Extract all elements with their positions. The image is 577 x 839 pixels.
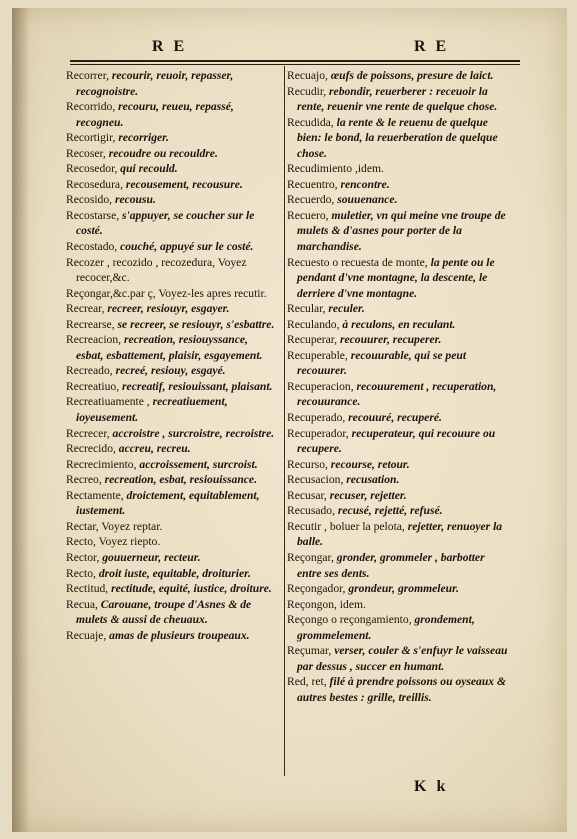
dictionary-entry	[66, 239, 278, 255]
entry-headword: Recuperador,	[287, 426, 349, 440]
running-head-left: R E	[152, 38, 188, 55]
dictionary-entry	[66, 441, 278, 457]
entry-translation: recusation.	[346, 473, 400, 487]
book-page	[12, 8, 567, 832]
entry-headword: Reçongar,	[287, 550, 334, 564]
dictionary-entry	[66, 628, 278, 644]
entry-headword: Reculando,	[287, 317, 340, 331]
dictionary-entry	[287, 84, 509, 115]
entry-headword: Recusar,	[287, 488, 327, 502]
dictionary-entry	[66, 379, 278, 395]
entry-translation: recourir, reuoir, repasser, recognoistre.	[76, 69, 234, 98]
entry-translation: Carouane, troupe d'Asnes & de mulets & aussi de cheuaux.	[76, 597, 252, 627]
dictionary-entry	[66, 332, 278, 363]
entry-translation: rejetter, renuoyer la balle.	[297, 519, 503, 549]
entry-translation: recoudre ou recouldre.	[108, 146, 218, 160]
entry-translation: grondeur, grommeleur.	[348, 582, 459, 596]
entry-headword: Recrecido,	[66, 442, 116, 456]
running-header	[12, 38, 567, 60]
entry-headword: Recuperar,	[287, 333, 338, 347]
dictionary-entry	[287, 255, 509, 302]
entry-translation: rectitude, equité, iustice, droiture.	[111, 582, 272, 596]
entry-translation: qui recould.	[120, 162, 178, 176]
entry-headword: Recuperable,	[287, 348, 348, 362]
dictionary-entry	[287, 597, 509, 613]
entry-headword: Recuero,	[287, 208, 329, 222]
entry-translation: accroistre , surcroistre, recroistre.	[112, 426, 275, 440]
dictionary-entry	[287, 488, 509, 504]
dictionary-entry	[66, 177, 278, 193]
header-rule	[70, 60, 520, 62]
entry-translation: recouurer, recuperer.	[339, 333, 442, 347]
entry-translation: recouurement , recuperation, recouurance.	[297, 379, 497, 409]
entry-headword: Recuesto o recuesta de monte,	[287, 255, 428, 269]
entry-headword: Recto, Voyez riepto.	[66, 535, 161, 549]
dictionary-entry	[287, 115, 509, 162]
entry-headword: Recortigir,	[66, 131, 116, 145]
dictionary-entry	[287, 519, 509, 550]
dictionary-entry	[66, 488, 278, 519]
entry-headword: Recuerdo,	[287, 193, 335, 207]
entry-headword: Recozer , recozido , recozedura, Voyez recocer,&c.	[66, 255, 247, 285]
dictionary-entry	[287, 612, 509, 643]
dictionary-entry	[287, 643, 509, 674]
dictionary-entry	[66, 457, 278, 473]
dictionary-entry	[66, 534, 278, 550]
dictionary-entry	[66, 301, 278, 317]
dictionary-entry	[287, 410, 509, 426]
entry-translation: se recreer, se resiouyr, s'esbattre.	[117, 317, 275, 331]
entry-headword: Reçongar,&c.par ç, Voyez-les apres recutir.	[66, 286, 267, 300]
entry-translation: gouuerneur, recteur.	[102, 550, 201, 564]
entry-headword: Recrecer,	[66, 426, 110, 440]
entry-headword: Recreacion,	[66, 333, 122, 347]
entry-translation: accroissement, surcroist.	[139, 457, 258, 471]
entry-headword: Recuaje,	[66, 628, 107, 642]
entry-translation: couché, appuyé sur le costé.	[120, 240, 254, 254]
entry-headword: Recosedor,	[66, 162, 118, 176]
entry-headword: Recurso,	[287, 457, 328, 471]
entry-headword: Rectamente,	[66, 488, 124, 502]
column-divider	[284, 66, 285, 776]
entry-headword: Recrecimiento,	[66, 457, 137, 471]
dictionary-entry	[66, 566, 278, 582]
entry-headword: Recutir , boluer la pelota,	[287, 519, 405, 533]
entry-translation: s'appuyer, se coucher sur le costé.	[76, 208, 255, 238]
entry-translation: rencontre.	[340, 177, 390, 191]
entry-headword: Recosedura,	[66, 177, 123, 191]
dictionary-entry	[66, 597, 278, 628]
entry-translation: recouurable, qui se peut recouurer.	[297, 348, 467, 378]
dictionary-entry	[66, 68, 278, 99]
right-column	[287, 68, 509, 705]
dictionary-entry	[287, 674, 509, 705]
dictionary-entry	[66, 286, 278, 302]
dictionary-entry	[287, 177, 509, 193]
entry-translation: rebondir, reuerberer : receuoir la rente, reuenir vne rente de quelque chose.	[297, 84, 498, 114]
entry-headword: Recreo,	[66, 473, 102, 487]
dictionary-entry	[287, 192, 509, 208]
entry-translation: filé à prendre poissons ou oyseaux & autres bestes : grille, treillis.	[297, 675, 507, 704]
entry-headword: Reçongon, idem.	[287, 597, 366, 611]
entry-translation: muletier, vn qui meine vne troupe de mulets & d'asnes pour porter de la marchandise.	[297, 208, 506, 254]
entry-translation: œufs de poissons, presure de laict.	[330, 69, 494, 82]
entry-translation: recreatiuement, ioyeusement.	[76, 395, 228, 425]
entry-headword: Recuperacion,	[287, 379, 354, 393]
dictionary-entry	[66, 519, 278, 535]
dictionary-entry	[287, 503, 509, 519]
dictionary-entry	[287, 68, 509, 84]
header-rule-thin	[70, 64, 520, 65]
entry-headword: Recuajo,	[287, 69, 328, 82]
entry-headword: Reçumar,	[287, 644, 332, 658]
entry-translation: souuenance.	[337, 193, 398, 207]
dictionary-entry	[287, 332, 509, 348]
entry-translation: recorriger.	[118, 131, 169, 145]
dictionary-entry	[66, 208, 278, 239]
entry-translation: droit iuste, equitable, droiturier.	[98, 566, 251, 580]
entry-headword: Recuentro,	[287, 177, 338, 191]
entry-translation: recuser, rejetter.	[329, 488, 407, 502]
entry-headword: Recreatiuo,	[66, 379, 120, 393]
entry-translation: recousu.	[114, 193, 156, 207]
entry-translation: à reculons, en reculant.	[342, 317, 456, 331]
entry-headword: Recusado,	[287, 504, 335, 518]
entry-translation: recourse, retour.	[330, 457, 410, 471]
dictionary-entry	[287, 317, 509, 333]
entry-headword: Recrearse,	[66, 317, 115, 331]
dictionary-entry	[66, 161, 278, 177]
dictionary-entry	[287, 301, 509, 317]
dictionary-entry	[287, 457, 509, 473]
entry-translation: recreatif, resiouissant, plaisant.	[122, 379, 273, 393]
entry-headword: Recorrer,	[66, 69, 109, 82]
dictionary-entry	[66, 426, 278, 442]
dictionary-entry	[66, 146, 278, 162]
dictionary-entry	[66, 255, 278, 286]
dictionary-entry	[287, 161, 509, 177]
entry-headword: Recua,	[66, 597, 98, 611]
entry-headword: Rectar, Voyez reptar.	[66, 519, 163, 533]
entry-translation: recouuré, recuperé.	[348, 411, 442, 425]
entry-headword: Recostado,	[66, 240, 118, 254]
entry-headword: Recto,	[66, 566, 96, 580]
dictionary-entry	[287, 426, 509, 457]
entry-headword: Recoser,	[66, 146, 106, 160]
entry-headword: Recorrido,	[66, 100, 116, 114]
entry-translation: recreation, resiouyssance, esbat, esbattement, plaisir, esgayement.	[76, 333, 263, 362]
dictionary-entry	[66, 394, 278, 425]
dictionary-entry	[287, 208, 509, 255]
dictionary-entry	[287, 379, 509, 410]
dictionary-entry	[66, 317, 278, 333]
entry-headword: Rectitud,	[66, 582, 109, 596]
dictionary-entry	[66, 550, 278, 566]
entry-headword: Recosido,	[66, 193, 113, 207]
entry-translation: recouru, reueu, repassé, recogneu.	[76, 100, 234, 129]
dictionary-entry	[66, 581, 278, 597]
entry-translation: verser, couler & s'enfuyr le vaisseau par dessus , succer en humant.	[297, 644, 508, 673]
entry-translation: recreé, resiouy, esgayé.	[115, 364, 226, 378]
entry-headword: Recuperado,	[287, 411, 346, 425]
running-head-right: R E	[414, 38, 450, 55]
dictionary-entry	[66, 99, 278, 130]
entry-headword: Reçongador,	[287, 582, 346, 596]
entry-translation: recreation, esbat, resiouissance.	[104, 473, 257, 487]
dictionary-entry	[287, 550, 509, 581]
dictionary-entry	[66, 472, 278, 488]
entry-translation: recreer, resiouyr, esgayer.	[107, 302, 230, 316]
entry-translation: amas de plusieurs troupeaux.	[109, 628, 250, 642]
dictionary-entry	[287, 348, 509, 379]
entry-headword: Recrear,	[66, 302, 105, 316]
entry-headword: Recusacion,	[287, 473, 344, 487]
dictionary-entry	[287, 472, 509, 488]
entry-translation: droictement, equitablement, iustement.	[76, 488, 260, 518]
entry-translation: reculer.	[328, 302, 365, 316]
entry-headword: Red, ret,	[287, 675, 327, 689]
dictionary-entry	[66, 363, 278, 379]
spine-shadow	[12, 8, 30, 832]
entry-headword: Reçongo o reçongamiento,	[287, 613, 412, 627]
entry-headword: Recular,	[287, 302, 326, 316]
dictionary-entry	[287, 581, 509, 597]
entry-translation: accreu, recreu.	[118, 442, 191, 456]
entry-headword: Recudida,	[287, 115, 334, 129]
entry-translation: recusé, rejetté, refusé.	[337, 504, 443, 518]
dictionary-entry	[66, 130, 278, 146]
entry-translation: recuperateur, qui recouure ou recupere.	[297, 426, 496, 456]
entry-translation: recousement, recousure.	[125, 177, 243, 191]
left-column	[66, 68, 278, 643]
entry-headword: Recreatiuamente ,	[66, 395, 150, 409]
entry-translation: la rente & le reuenu de quelque bien: le bond, la reuerberation de quelque chose.	[297, 115, 498, 160]
entry-headword: Recudir,	[287, 84, 327, 98]
entry-headword: Recudimiento ,idem.	[287, 162, 384, 176]
entry-headword: Recreado,	[66, 364, 113, 378]
entry-translation: grondement, grommelement.	[297, 613, 475, 642]
entry-translation: gronder, grommeler , barbotter entre ses dents.	[297, 550, 485, 580]
signature-mark: K k	[414, 778, 449, 795]
dictionary-entry	[66, 192, 278, 208]
entry-headword: Recostarse,	[66, 208, 120, 222]
entry-headword: Rector,	[66, 550, 100, 564]
entry-translation: la pente ou le pendant d'vne montagne, la descente, le derriere d'vne montagne.	[297, 255, 495, 300]
